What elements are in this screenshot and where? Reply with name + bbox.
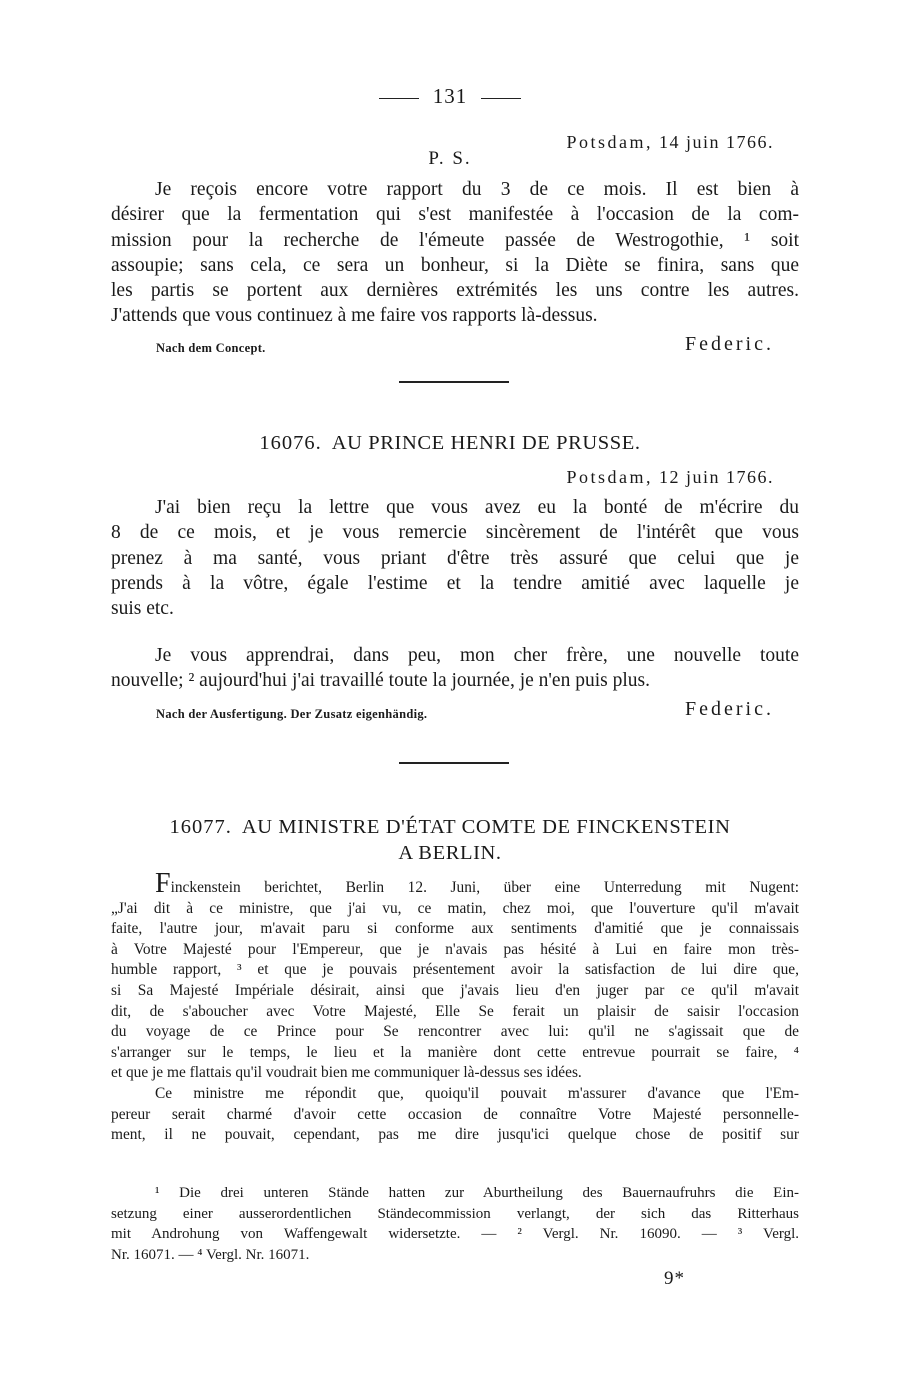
letter3-line: à Votre Majesté pour l'Empereur, que je n'avais pas hésité à Lui en faire mon très- — [111, 940, 799, 958]
letter1-body — [111, 177, 799, 329]
letter2-source-note: Nach der Ausfertigung. Der Zusatz eigenhändig. — [156, 707, 428, 721]
letter2-dateline-date: 12 juin 1766. — [658, 467, 774, 487]
letter1-signature: Federic. — [685, 333, 774, 355]
letter2-dateline — [566, 467, 774, 488]
letter3-line: si Sa Majesté Impériale désirait, ainsi que j'avais lieu d'en juger par ce qu'il m'avait — [111, 981, 799, 999]
footnotes — [111, 1183, 799, 1265]
letter1-line: assoupie; sans cela, ce sera un bonheur, si la Diète se finira, sans que — [111, 254, 799, 276]
letter3-number: 16077. — [169, 816, 232, 838]
page-number — [0, 84, 900, 109]
drop-initial: F — [155, 868, 171, 899]
letter3-title-line-1: AU MINISTRE D'ÉTAT COMTE DE FINCKENSTEIN — [241, 816, 731, 838]
page-number-text: 131 — [432, 84, 468, 108]
letter2-line: 8 de ce mois, et je vous remercie sincèrement de l'intérêt que vous — [111, 522, 799, 544]
letter3-line: humble rapport, ³ et que je pouvais présentement avoir la satisfaction de lui dire que, — [111, 961, 799, 979]
letter1-line: Je reçois encore votre rapport du 3 de ce mois. Il est bien à — [155, 179, 799, 200]
letter3-line: faite, l'autre jour, m'avait paru si conforme aux sentiments d'amitié que je connaissais — [111, 920, 799, 938]
section-divider — [399, 381, 509, 383]
page-number-dash-left — [379, 98, 419, 99]
letter2-title: AU PRINCE HENRI DE PRUSSE. — [331, 432, 641, 454]
letter3-paragraph-1 — [111, 868, 799, 1146]
letter2-paragraph-2 — [111, 643, 799, 694]
letter2-dateline-place: Potsdam, — [566, 467, 653, 487]
letter2-line: J'ai bien reçu la lettre que vous avez eu la bonté de m'écrire du — [155, 497, 799, 518]
letter3-line: dit, de s'aboucher avec Votre Majesté, Elle Se ferait un plaisir de saisir l'occasion — [111, 1002, 799, 1020]
letter1-line: J'attends que vous continuez à me faire vos rapports là-dessus. — [111, 305, 598, 327]
letter3-first-line-text: inckenstein berichtet, Berlin 12. Juni, über eine Unterredung mit Nugent: — [170, 879, 799, 896]
letter1-line: les partis se portent aux dernières extrémités les uns contre les autres. — [111, 280, 799, 302]
letter1-dateline-date: 14 juin 1766. — [658, 132, 774, 152]
letter1-line: mission pour la recherche de l'émeute passée de Westrogothie, ¹ soit — [111, 229, 799, 251]
letter2-paragraph-1 — [111, 495, 799, 621]
letter3-heading — [0, 816, 900, 839]
footnote-line: setzung einer ausserordentlichen Ständecommission verlangt, der sich das Ritterhaus — [111, 1205, 799, 1222]
letter3-line: ment, il ne pouvait, cependant, pas me dire jusqu'ici quelque chose de positif sur — [111, 1126, 799, 1144]
letter2-line: Je vous apprendrai, dans peu, mon cher frère, une nouvelle toute — [155, 645, 799, 666]
letter2-number: 16076. — [259, 432, 322, 454]
footnote-line: mit Androhung von Waffengewalt widersetzte. — ² Vergl. Nr. 16090. — ³ Vergl. — [111, 1226, 799, 1243]
letter3-line: „J'ai dit à ce ministre, que j'ai vu, ce matin, chez moi, que l'ouverture qu'il m'avait — [111, 899, 799, 917]
footnote-line: ¹ Die drei unteren Stände hatten zur Aburtheilung des Bauernaufruhrs die Ein- — [155, 1185, 799, 1201]
letter1-line: désirer que la fermentation qui s'est manifestée à l'occasion de la com- — [111, 204, 799, 226]
page-number-dash-right — [481, 98, 521, 99]
letter1-dateline-place: Potsdam, — [566, 132, 653, 152]
section-divider — [399, 762, 509, 764]
letter2-line: prends à la vôtre, égale l'estime et la tendre amitié avec laquelle je — [111, 572, 799, 594]
letter2-line: nouvelle; ² aujourd'hui j'ai travaillé toute la journée, je n'en puis plus. — [111, 670, 650, 692]
footnote-line: Nr. 16071. — ⁴ Vergl. Nr. 16071. — [111, 1246, 310, 1263]
letter3-line: Ce ministre me répondit que, quoiqu'il pouvait m'assurer d'avance que l'Em- — [155, 1084, 799, 1102]
letter3-first-line — [111, 868, 799, 899]
signature-mark: 9* — [664, 1268, 685, 1289]
letter3-title-line-2: A BERLIN. — [398, 842, 502, 864]
letter3-line: pereur serait charmé d'avoir cette occasion de connaître Votre Majesté personnelle- — [111, 1105, 799, 1123]
letter3-line: et que je me flattais qu'il voudrait bien me communiquer là-dessus ses idées. — [111, 1064, 582, 1082]
letter1-heading: P. S. — [428, 148, 472, 169]
letter2-line: prenez à ma santé, vous priant d'être très assuré que celui que je — [111, 547, 799, 569]
letter3-line: du voyage de ce Prince pour Se rencontrer avec lui: qu'il ne s'agissait que de — [111, 1023, 799, 1041]
letter1-source-note: Nach dem Concept. — [156, 341, 266, 355]
letter3-line: s'arranger sur le temps, le lieu et la manière dont cette entrevue pourrait se faire, ⁴ — [111, 1043, 799, 1061]
letter2-line: suis etc. — [111, 598, 174, 620]
letter2-signature: Federic. — [685, 698, 774, 720]
letter2-heading — [0, 432, 900, 455]
